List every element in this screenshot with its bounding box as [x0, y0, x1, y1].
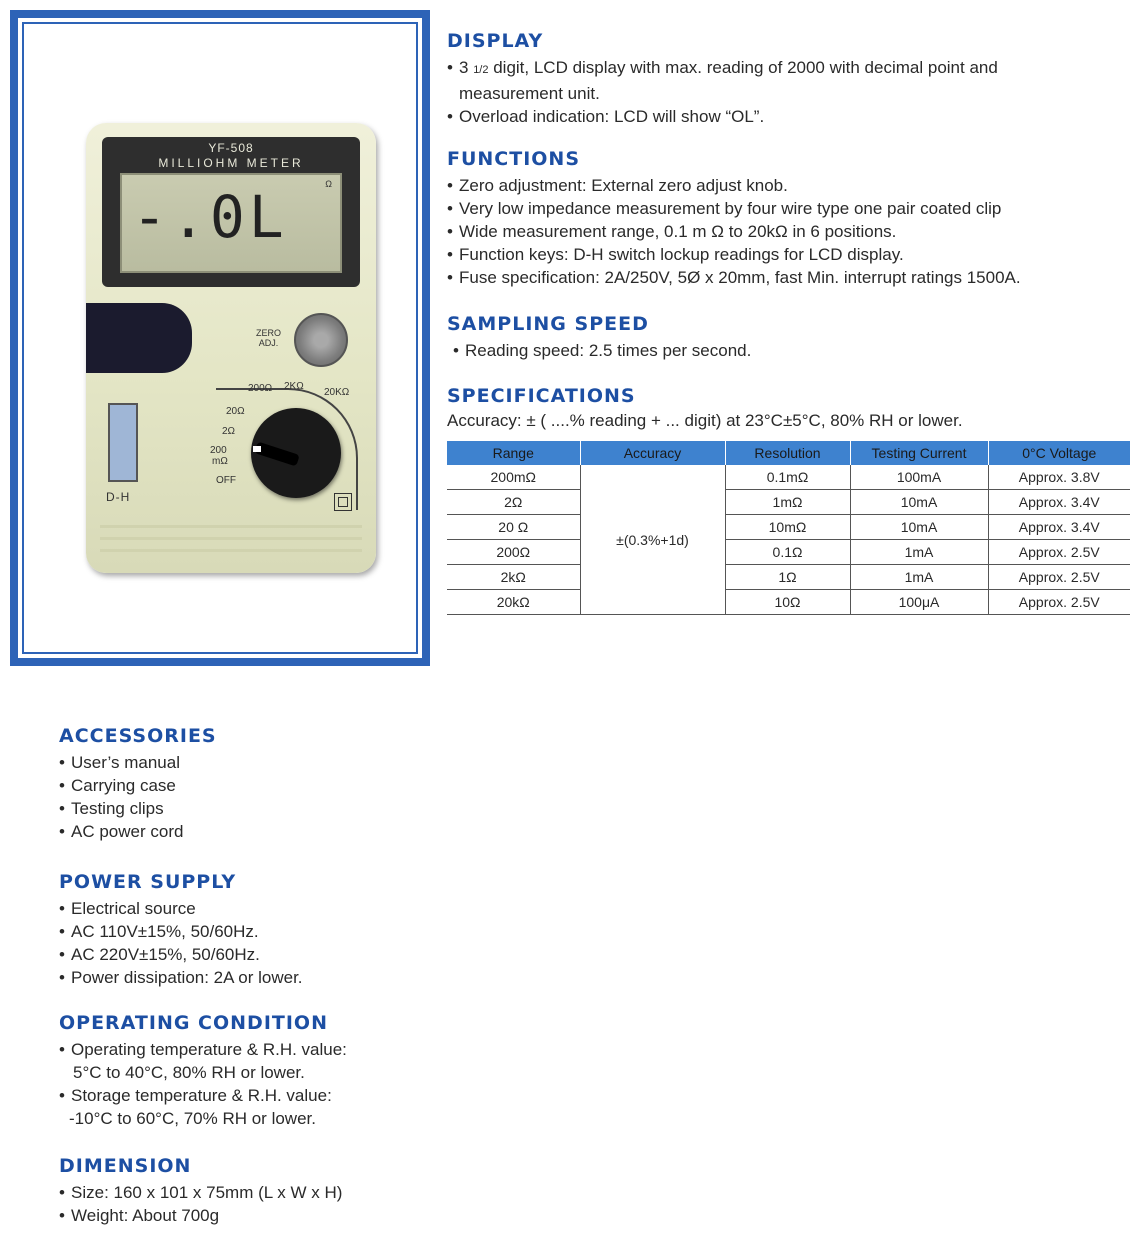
lcd-unit: Ω [325, 179, 332, 189]
column-header: 0°C Voltage [988, 441, 1130, 465]
column-header: Accuracy [580, 441, 725, 465]
list-item: • Very low impedance measurement by four wire type one pair coated clip [447, 197, 1137, 220]
list-item: • AC power cord [59, 820, 459, 843]
list-item-continuation: 5°C to 40°C, 80% RH or lower. [73, 1063, 305, 1082]
table-row [447, 465, 1130, 490]
list-item-continuation: -10°C to 60°C, 70% RH or lower. [69, 1109, 316, 1128]
list-item: • Electrical source [59, 897, 459, 920]
cell-current: 10mA [850, 515, 988, 540]
dimension-list [59, 1181, 479, 1227]
zero-label-line1: ZERO [256, 328, 282, 338]
list-item: • Power dissipation: 2A or lower. [59, 966, 459, 989]
operating-list [59, 1038, 479, 1130]
cell-resolution: 0.1mΩ [725, 465, 850, 490]
zero-adj-label [256, 328, 281, 348]
cell-resolution: 0.1Ω [725, 540, 850, 565]
dial-pointer [254, 441, 300, 466]
grille-line [100, 525, 362, 528]
section-power-supply [59, 871, 459, 989]
cell-resolution: 10Ω [725, 590, 850, 615]
zero-adjust-knob [294, 313, 348, 367]
table-row [447, 590, 1130, 615]
table-row [447, 565, 1130, 590]
cell-resolution: 1mΩ [725, 490, 850, 515]
meter-brand-label: YF-508 [208, 141, 254, 155]
dh-label: D-H [106, 490, 131, 504]
cell-accuracy: ±(0.3%+1d) [580, 465, 725, 615]
cell-voltage: Approx. 2.5V [988, 590, 1130, 615]
accuracy-note: Accuracy: ± ( ....% reading + ... digit) at 23°C±5°C, 80% RH or lower. [447, 411, 963, 430]
list-item: • Size: 160 x 101 x 75mm (L x W x H) [59, 1181, 479, 1204]
functions-list [447, 174, 1137, 289]
list-item: • Zero adjustment: External zero adjust knob. [447, 174, 1137, 197]
cell-voltage: Approx. 3.4V [988, 515, 1130, 540]
accessories-list [59, 751, 459, 843]
range-selector-dial [251, 408, 341, 498]
meter-display-panel [102, 137, 360, 287]
power-supply-list [59, 897, 459, 989]
list-item: • Storage temperature & R.H. value: [59, 1084, 479, 1107]
hold-window [86, 303, 192, 373]
grille-line [100, 537, 362, 540]
section-operating-condition [59, 1012, 479, 1130]
section-functions [447, 148, 1137, 289]
cell-current: 10mA [850, 490, 988, 515]
range-label-off: OFF [216, 475, 236, 486]
list-item: • Overload indication: LCD will show “OL”. [447, 105, 1137, 128]
section-specifications [447, 385, 1137, 439]
section-title: OPERATING CONDITION [59, 1012, 328, 1034]
table-row [447, 490, 1130, 515]
cell-voltage: Approx. 2.5V [988, 565, 1130, 590]
column-header: Range [447, 441, 580, 465]
list-item-continuation: measurement unit. [459, 84, 600, 103]
range-label-200ohm: 200Ω [248, 383, 273, 394]
section-sampling-speed [447, 313, 1137, 362]
column-header: Resolution [725, 441, 850, 465]
list-item: • AC 220V±15%, 50/60Hz. [59, 943, 459, 966]
list-item: • Function keys: D-H switch lockup readings for LCD display. [447, 243, 1137, 266]
cell-voltage: Approx. 3.8V [988, 465, 1130, 490]
cell-voltage: Approx. 2.5V [988, 540, 1130, 565]
cell-resolution: 1Ω [725, 565, 850, 590]
table-header-row [447, 441, 1130, 465]
range-label-mohm: mΩ [212, 456, 228, 467]
cell-voltage: Approx. 3.4V [988, 490, 1130, 515]
range-label-2kohm: 2KΩ [284, 381, 304, 392]
list-item: • Testing clips [59, 797, 459, 820]
section-title: SPECIFICATIONS [447, 385, 636, 407]
cell-range: 20kΩ [447, 590, 580, 615]
cell-range: 2Ω [447, 490, 580, 515]
range-label-20ohm: 20Ω [226, 406, 245, 417]
section-dimension [59, 1155, 479, 1227]
section-title: DIMENSION [59, 1155, 192, 1177]
range-label-200: 200 [210, 445, 227, 456]
range-label-2ohm: 2Ω [222, 426, 236, 437]
cell-range: 20 Ω [447, 515, 580, 540]
list-item: • Fuse specification: 2A/250V, 5Ø x 20mm, fast Min. interrupt ratings 1500A. [447, 266, 1137, 289]
grille-line [100, 549, 362, 552]
cell-range: 2kΩ [447, 565, 580, 590]
double-insulation-icon [334, 493, 352, 511]
list-item: • AC 110V±15%, 50/60Hz. [59, 920, 459, 943]
cell-current: 100μA [850, 590, 988, 615]
cell-current: 1mA [850, 565, 988, 590]
cell-current: 100mA [850, 465, 988, 490]
list-item: • Reading speed: 2.5 times per second. [453, 339, 1137, 362]
zero-label-line2: ADJ. [258, 338, 279, 348]
specifications-table [447, 441, 1130, 615]
list-item: • Weight: About 700g [59, 1204, 479, 1227]
dh-switch [108, 403, 138, 482]
cell-range: 200mΩ [447, 465, 580, 490]
lcd-screen [120, 173, 342, 273]
cell-resolution: 10mΩ [725, 515, 850, 540]
list-item: • Operating temperature & R.H. value: [59, 1038, 479, 1061]
display-list [447, 56, 1137, 128]
list-item: • User’s manual [59, 751, 459, 774]
cell-current: 1mA [850, 540, 988, 565]
table-row [447, 515, 1130, 540]
list-item: • Wide measurement range, 0.1 m Ω to 20kΩ in 6 positions. [447, 220, 1137, 243]
meter-model-label: MILLIOHM METER [158, 156, 304, 170]
sampling-list [447, 339, 1137, 362]
section-accessories [59, 725, 459, 843]
product-photo-frame [10, 10, 430, 666]
section-title: FUNCTIONS [447, 148, 581, 170]
list-item: • 3 1/2 digit, LCD display with max. reading of 2000 with decimal point and [447, 56, 1137, 82]
section-title: POWER SUPPLY [59, 871, 237, 893]
dial-indicator [253, 446, 261, 452]
column-header: Testing Current [850, 441, 988, 465]
section-title: ACCESSORIES [59, 725, 217, 747]
table-row [447, 540, 1130, 565]
cell-range: 200Ω [447, 540, 580, 565]
section-title: DISPLAY [447, 30, 544, 52]
range-label-20kohm: 20KΩ [324, 387, 350, 398]
product-photo [16, 16, 424, 660]
milliohm-meter-illustration [86, 123, 376, 573]
list-item: • Carrying case [59, 774, 459, 797]
section-display [447, 30, 1137, 128]
section-title: SAMPLING SPEED [447, 313, 649, 335]
lcd-reading: -.0L [132, 183, 288, 251]
